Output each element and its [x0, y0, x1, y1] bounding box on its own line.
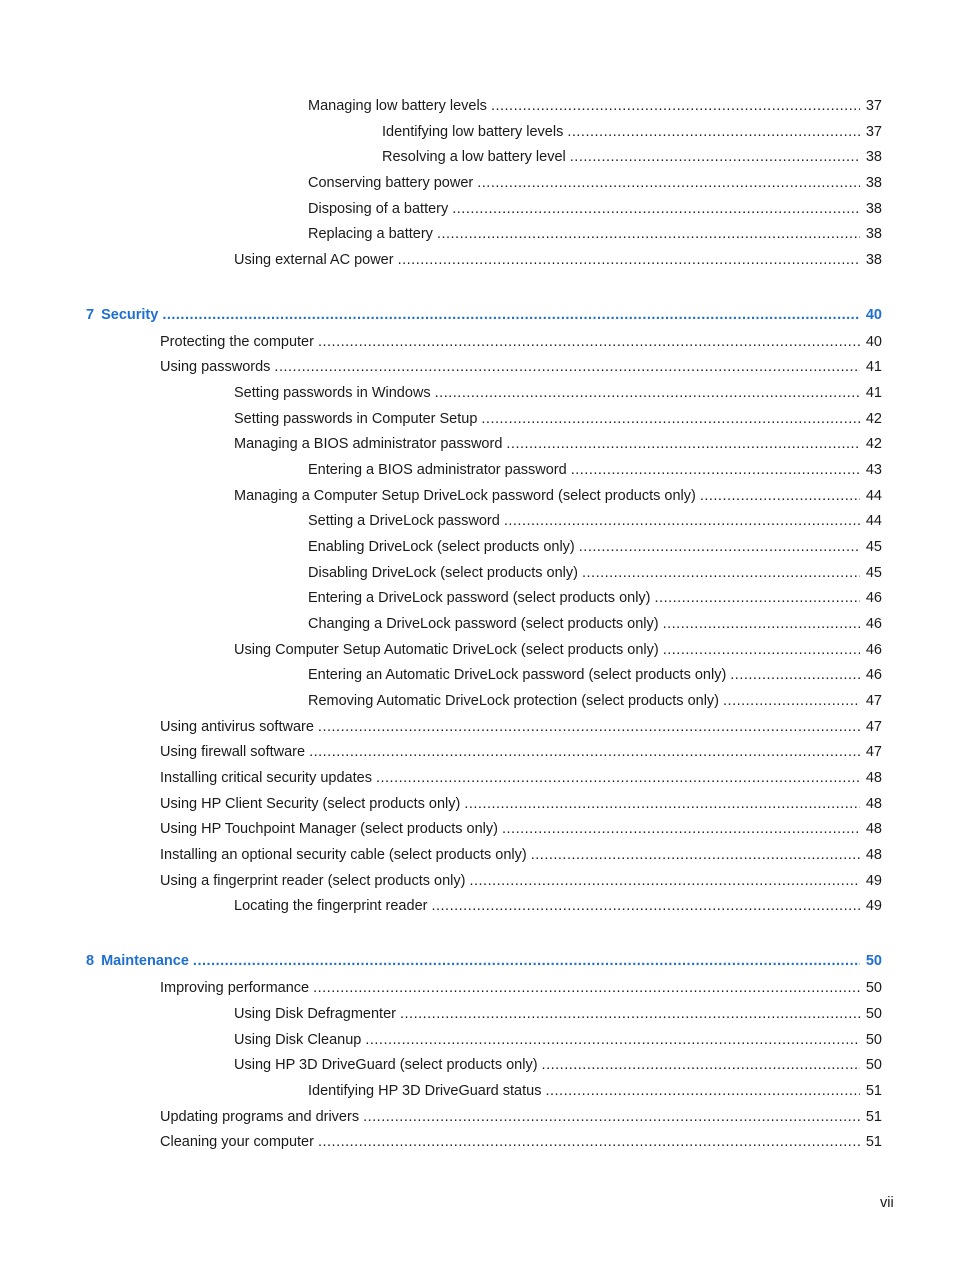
toc-entry[interactable] — [160, 1132, 882, 1152]
toc-entry[interactable] — [234, 434, 882, 454]
toc-entry[interactable] — [234, 1004, 882, 1024]
dot-leader — [571, 460, 860, 480]
dot-leader — [723, 691, 860, 711]
toc-page-number: 44 — [865, 488, 882, 504]
toc-chapter-maintenance[interactable] — [86, 951, 882, 971]
toc-page-number: 47 — [865, 719, 882, 735]
toc-page-number: 51 — [865, 1134, 882, 1150]
toc-entry-label: Using antivirus software — [160, 719, 314, 735]
dot-leader — [491, 96, 860, 116]
dot-leader — [663, 640, 860, 660]
toc-entry[interactable] — [234, 1030, 882, 1050]
dot-leader — [435, 383, 860, 403]
toc-page-number: 38 — [865, 201, 882, 217]
dot-leader — [318, 1132, 860, 1152]
toc-page-number: 48 — [865, 821, 882, 837]
toc-entry-label: Using HP Client Security (select products only) — [160, 796, 461, 812]
chapter-number: 7 — [86, 307, 95, 323]
dot-leader — [365, 1030, 860, 1050]
toc-entry[interactable] — [382, 122, 882, 142]
dot-leader — [437, 224, 860, 244]
dot-leader — [469, 871, 860, 891]
toc-entry-label: Protecting the computer — [160, 334, 314, 350]
dot-leader — [193, 951, 860, 971]
toc-entry[interactable] — [160, 742, 882, 762]
toc-page-number: 40 — [865, 334, 882, 350]
toc-page-number: 42 — [865, 436, 882, 452]
toc-entry-label: Enabling DriveLock (select products only) — [308, 539, 575, 555]
toc-page-number: 51 — [865, 1109, 882, 1125]
toc-entry-label: Managing low battery levels — [308, 98, 487, 114]
toc-entry[interactable] — [308, 665, 882, 685]
toc-entry[interactable] — [160, 717, 882, 737]
dot-leader — [376, 768, 860, 788]
dot-leader — [545, 1081, 860, 1101]
toc-entry[interactable] — [160, 819, 882, 839]
toc-entry[interactable] — [234, 486, 882, 506]
toc-page-number: 41 — [865, 385, 882, 401]
toc-entry-label: Managing a BIOS administrator password — [234, 436, 503, 452]
dot-leader — [663, 614, 860, 634]
toc-entry-label: Using a fingerprint reader (select products only) — [160, 873, 466, 889]
dot-leader — [318, 717, 860, 737]
toc-page-number: 46 — [865, 616, 882, 632]
toc-entry-label: Removing Automatic DriveLock protection (select products only) — [308, 693, 720, 709]
toc-entry-label: Setting passwords in Windows — [234, 385, 431, 401]
toc-entry-label: Locating the fingerprint reader — [234, 898, 428, 914]
dot-leader — [464, 794, 860, 814]
toc-entry[interactable] — [308, 563, 882, 583]
toc-entry[interactable] — [160, 871, 882, 891]
toc-entry-label: Resolving a low battery level — [382, 149, 566, 165]
toc-page-number: 46 — [865, 590, 882, 606]
toc-chapter-security[interactable] — [86, 305, 882, 325]
toc-entry-label: Using Computer Setup Automatic DriveLock (select products only) — [234, 642, 659, 658]
toc-entry[interactable] — [308, 614, 882, 634]
toc-page-number: 44 — [865, 513, 882, 529]
toc-entry[interactable] — [234, 1055, 882, 1075]
toc-entry-label: Improving performance — [160, 980, 310, 996]
toc-entry-label: Entering a BIOS administrator password — [308, 462, 567, 478]
toc-entry[interactable] — [308, 1081, 882, 1101]
toc-entry[interactable] — [308, 96, 882, 116]
dot-leader — [398, 250, 860, 270]
toc-entry-label: Using firewall software — [160, 744, 306, 760]
toc-page-number: 46 — [865, 642, 882, 658]
toc-entry-label: Updating programs and drivers — [160, 1109, 360, 1125]
toc-entry-label: Cleaning your computer — [160, 1134, 314, 1150]
chapter-title: Maintenance — [101, 953, 189, 969]
toc-page-number: 40 — [865, 307, 882, 323]
toc-page-number: 47 — [865, 693, 882, 709]
toc-page-number: 50 — [865, 1057, 882, 1073]
toc-page-number: 38 — [865, 175, 882, 191]
dot-leader — [542, 1055, 860, 1075]
toc-page-number: 45 — [865, 539, 882, 555]
toc-entry-label: Using external AC power — [234, 252, 394, 268]
toc-entry-label: Managing a Computer Setup DriveLock password (select products only) — [234, 488, 696, 504]
dot-leader — [582, 563, 860, 583]
toc-entry[interactable] — [234, 383, 882, 403]
toc-entry[interactable] — [308, 511, 882, 531]
toc-entry[interactable] — [308, 224, 882, 244]
toc-page-number: 38 — [865, 149, 882, 165]
toc-page-number: 49 — [865, 873, 882, 889]
toc-entry-label: Using HP Touchpoint Manager (select products only) — [160, 821, 498, 837]
toc-entry[interactable] — [160, 332, 882, 352]
toc-page-number: 50 — [865, 953, 882, 969]
dot-leader — [313, 978, 860, 998]
toc-entry-label: Entering an Automatic DriveLock password (select products only) — [308, 667, 727, 683]
toc-page-number: 37 — [865, 124, 882, 140]
dot-leader — [400, 1004, 860, 1024]
toc-entry[interactable] — [160, 768, 882, 788]
toc-entry-label: Installing critical security updates — [160, 770, 372, 786]
toc-entry[interactable] — [234, 250, 882, 270]
toc-page-number: 43 — [865, 462, 882, 478]
toc-entry[interactable] — [234, 640, 882, 660]
toc-entry[interactable] — [160, 357, 882, 377]
dot-leader — [531, 845, 860, 865]
dot-leader — [700, 486, 860, 506]
toc-page-number: 48 — [865, 796, 882, 812]
toc-page-number: 50 — [865, 980, 882, 996]
toc-page-number: 48 — [865, 770, 882, 786]
dot-leader — [363, 1107, 860, 1127]
dot-leader — [506, 434, 860, 454]
toc-page-number: 51 — [865, 1083, 882, 1099]
dot-leader — [452, 199, 860, 219]
toc-entry[interactable] — [308, 199, 882, 219]
toc-page-number: 45 — [865, 565, 882, 581]
dot-leader — [567, 122, 860, 142]
toc-entry-label: Identifying HP 3D DriveGuard status — [308, 1083, 542, 1099]
page-folio: vii — [880, 1195, 894, 1211]
toc-page-number: 37 — [865, 98, 882, 114]
toc-page-number: 38 — [865, 252, 882, 268]
dot-leader — [570, 147, 860, 167]
toc-entry-label: Changing a DriveLock password (select products only) — [308, 616, 659, 632]
chapter-number: 8 — [86, 953, 95, 969]
toc-entry-label: Conserving battery power — [308, 175, 474, 191]
toc-entry[interactable] — [308, 588, 882, 608]
toc-page-number: 46 — [865, 667, 882, 683]
dot-leader — [481, 409, 860, 429]
toc-entry-label: Using Disk Cleanup — [234, 1032, 362, 1048]
dot-leader — [162, 305, 860, 325]
toc-page-number: 48 — [865, 847, 882, 863]
chapter-title: Security — [101, 307, 159, 323]
toc-entry[interactable] — [308, 537, 882, 557]
dot-leader — [579, 537, 860, 557]
dot-leader — [477, 173, 860, 193]
toc-entry[interactable] — [382, 147, 882, 167]
toc-entry-label: Setting a DriveLock password — [308, 513, 500, 529]
toc-entry[interactable] — [160, 845, 882, 865]
toc-entry[interactable] — [160, 978, 882, 998]
toc-page-number: 50 — [865, 1006, 882, 1022]
dot-leader — [504, 511, 860, 531]
toc-entry-label: Entering a DriveLock password (select products only) — [308, 590, 651, 606]
toc-entry-label: Using HP 3D DriveGuard (select products only) — [234, 1057, 538, 1073]
toc-page-number: 42 — [865, 411, 882, 427]
toc-entry-label: Installing an optional security cable (select products only) — [160, 847, 527, 863]
dot-leader — [655, 588, 860, 608]
toc-page-number: 41 — [865, 359, 882, 375]
toc-entry[interactable] — [160, 794, 882, 814]
toc-entry-label: Using passwords — [160, 359, 271, 375]
toc-entry-label: Disposing of a battery — [308, 201, 449, 217]
toc-entry[interactable] — [234, 896, 882, 916]
toc-page-number: 38 — [865, 226, 882, 242]
toc-entry[interactable] — [234, 409, 882, 429]
toc-entry-label: Setting passwords in Computer Setup — [234, 411, 478, 427]
toc-page-number: 47 — [865, 744, 882, 760]
toc-page-number: 49 — [865, 898, 882, 914]
dot-leader — [318, 332, 860, 352]
toc-entry[interactable] — [160, 1107, 882, 1127]
toc-entry-label: Identifying low battery levels — [382, 124, 564, 140]
toc-page-number: 50 — [865, 1032, 882, 1048]
dot-leader — [431, 896, 860, 916]
dot-leader — [502, 819, 860, 839]
toc-entry[interactable] — [308, 691, 882, 711]
toc-entry-label: Disabling DriveLock (select products only) — [308, 565, 578, 581]
dot-leader — [274, 357, 860, 377]
dot-leader — [309, 742, 860, 762]
toc-entry[interactable] — [308, 173, 882, 193]
toc-entry[interactable] — [308, 460, 882, 480]
dot-leader — [730, 665, 860, 685]
toc-entry-label: Using Disk Defragmenter — [234, 1006, 396, 1022]
toc-entry-label: Replacing a battery — [308, 226, 433, 242]
